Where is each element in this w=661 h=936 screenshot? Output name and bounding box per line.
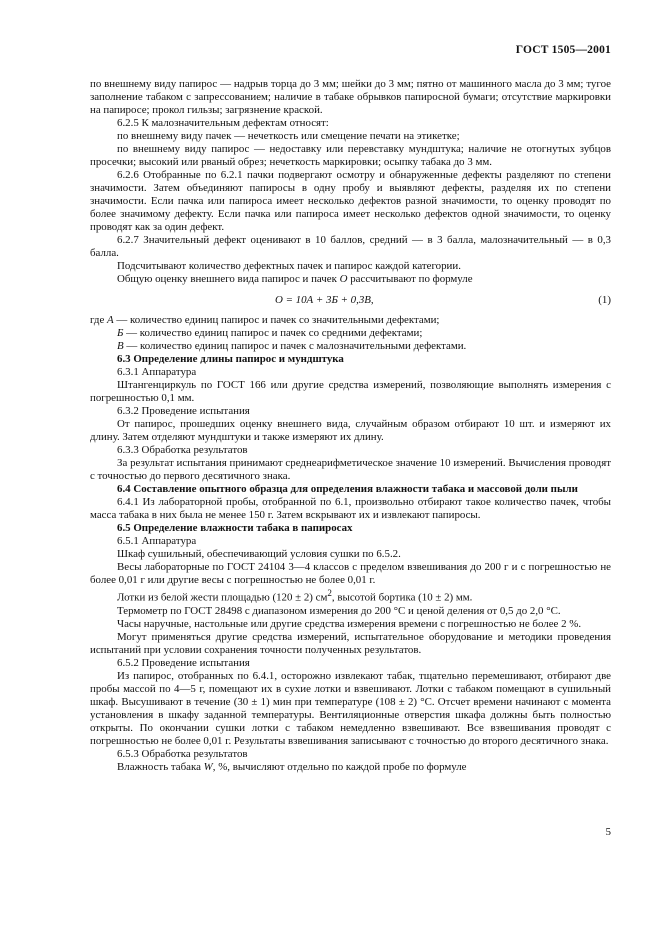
section-heading: 6.3 Определение длины папирос и мундштука — [117, 353, 344, 365]
document-header: ГОСТ 1505—2001 — [515, 44, 611, 56]
subsection-heading: 6.5.3 Обработка результатов — [117, 747, 248, 760]
subsection-heading: 6.3.1 Аппаратура — [117, 366, 197, 378]
paragraph: 6.2.6 Отобранные по 6.2.1 пачки подвергают осмотру и обнаруженные дефекты разделяют по степени значимости. Затем объединяют папиросы в одну пробу и выявляют дефекты, разделяя их по степени значимости. Если пачка или папироса имеет несколько дефектов разной значимости, то оценку проводят по более значимому дефекту. Если пачка или папироса имеет несколько дефектов одной значимости, то оценку проводят как за один дефект. — [90, 169, 611, 233]
paragraph: От папирос, прошедших оценку внешнего вида, случайным образом отбирают 10 шт. и измеряют их длину. Затем отделяют мундштуки и также измеряют их длину. — [90, 418, 611, 443]
section-heading: 6.4 Составление опытного образца для определения влажности табака и массовой доли пыли — [117, 483, 578, 495]
definition-item: В — количество единиц папирос и пачек с малозначительными дефектами. — [117, 340, 467, 352]
subsection-heading: 6.5.2 Проведение испытания — [117, 656, 250, 669]
paragraph: по внешнему виду папирос — надрыв торца до 3 мм; шейки до 3 мм; пятно от машинного масла до 3 мм; тугое заполнение табаком с запрессованием; наличие в табаке обрывков папиросной бумаги; отсутствие маркировки на папиросе; прокол гильзы; загрязнение краской. — [90, 78, 611, 116]
paragraph: За результат испытания принимают среднеарифметическое значение 10 измерений. Вычисления проводят с точностью до первого десятичного знака. — [90, 457, 611, 482]
section-heading: 6.5 Определение влажности табака в папиросах — [117, 522, 353, 534]
paragraph: 6.2.7 Значительный дефект оценивают в 10 баллов, средний — в 3 балла, малозначительный — в 0,3 балла. — [90, 234, 611, 259]
formula-expression: О = 10А + 3Б + 0,3В, — [275, 294, 374, 306]
formula-variable: W — [203, 760, 213, 773]
formula — [90, 286, 611, 314]
paragraph: Из папирос, отобранных по 6.4.1, осторожно извлекают табак, тщательно перемешивают, отбирают две пробы массой по 4—5 г, помещают их в сухие лотки и взвешивают. Лотки с табаком помещают в сушильный шкаф. Высушивают в течение (30 ± 1) мин при температуре (108 ± 2) °С. Отсчет времени начинают с момента установления в шкафу заданной температуры. Вентиляционные отверстия шкафа должны быть полностью открыты. По окончании сушки лотки с табаком немедленно взвешивают. Все взвешивания проводят с погрешностью не более 0,01 г. Результаты взвешивания записывают с точностью до второго десятичного знака. — [90, 669, 611, 747]
page-body — [90, 78, 611, 774]
formula-definitions — [90, 314, 611, 353]
paragraph: Подсчитывают количество дефектных пачек и папирос каждой категории. — [117, 260, 461, 272]
paragraph: по внешнему виду пачек — нечеткость или смещение печати на этикетке; — [117, 130, 460, 142]
paragraph: 6.2.5 К малозначительным дефектам относят: — [117, 117, 329, 129]
paragraph: Термометр по ГОСТ 28498 с диапазоном измерения до 200 °С и ценой деления от 0,5 до 2,0 °С. — [117, 604, 561, 617]
subsection-heading: 6.5.1 Аппаратура — [117, 535, 197, 547]
paragraph: Весы лабораторные по ГОСТ 24104 3—4 классов с пределом взвешивания до 200 г и с погрешностью не более 0,01 г или другие весы с погрешностью не более 0,01 г. — [90, 561, 611, 586]
definition-item: где А — количество единиц папирос и пачек со значительными дефектами; — [90, 314, 440, 326]
paragraph: Штангенциркуль по ГОСТ 166 или другие средства измерений, позволяющие выполнять измерения с погрешностью 0,1 мм. — [90, 379, 611, 404]
formula-variable: О — [339, 273, 348, 285]
paragraph: Лотки из белой жести площадью (120 ± 2) $см^2$, высотой бортика (10 ± 2) мм. — [117, 588, 473, 604]
paragraph: Влажность табака W, %, вычисляют отдельно по каждой пробе по формуле — [117, 760, 467, 773]
paragraph: Шкаф сушильный, обеспечивающий условия сушки по 6.5.2. — [117, 548, 401, 560]
formula-number: (1) — [598, 294, 611, 306]
paragraph: Могут применяться другие средства измерений, испытательное оборудование и методики проведения испытаний при условии сохранения точности полученных результатов. — [90, 630, 611, 656]
subsection-heading: 6.3.2 Проведение испытания — [117, 405, 250, 417]
page-number: 5 — [605, 826, 611, 838]
paragraph: 6.4.1 Из лабораторной пробы, отобранной по 6.1, произвольно отбирают такое количество пачек, чтобы масса табака в них была не менее 150 г. Затем вскрывают их и извлекают папиросы. — [90, 496, 611, 521]
paragraph: по внешнему виду папирос — недоставку или перевставку мундштука; наличие не отогнутых зубцов просечки; высокий или рваный обрез; нечеткость маркировки; осыпку табака до 3 мм. — [90, 143, 611, 168]
paragraph: Общую оценку внешнего вида папирос и пачек О рассчитывают по формуле — [117, 273, 473, 285]
definition-item: Б — количество единиц папирос и пачек со средними дефектами; — [117, 327, 423, 339]
subsection-heading: 6.3.3 Обработка результатов — [117, 444, 248, 456]
paragraph: Часы наручные, настольные или другие средства измерения времени с погрешностью не более 2 %. — [117, 617, 582, 630]
